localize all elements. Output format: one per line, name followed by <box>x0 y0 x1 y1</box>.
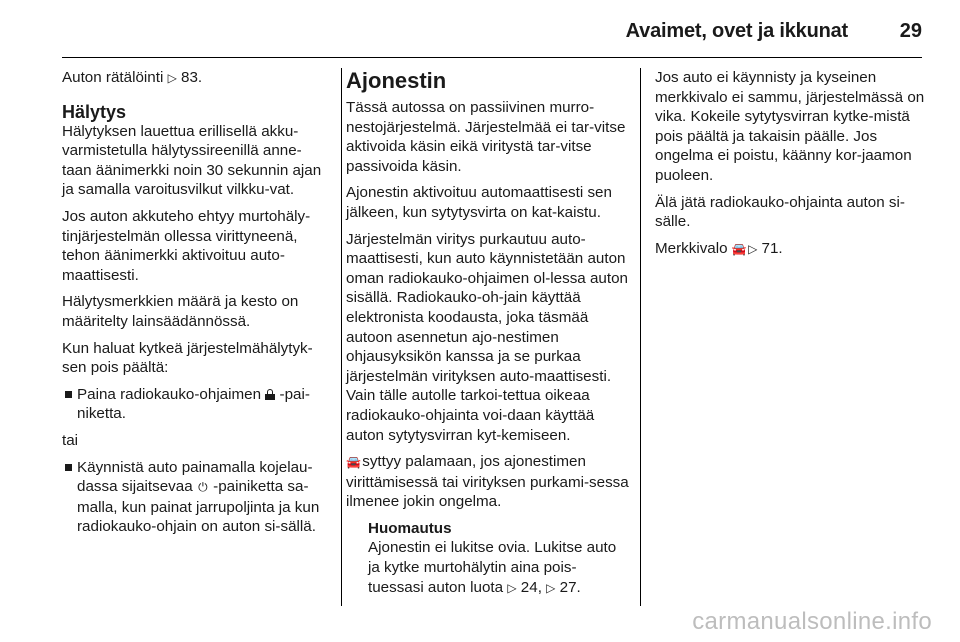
paragraph: Tässä autossa on passiivinen murro-nestojärjestelmä. Järjestelmää ei tar-vitse aktivoida käsin eikä viritystä tar-vitse passivoida käsin. <box>346 99 626 175</box>
column-divider-1 <box>341 68 342 606</box>
section-heading-immobiliser: Ajonestin <box>346 68 447 93</box>
intro-line <box>62 68 328 89</box>
bullet-text: -pai-niketta. <box>77 385 310 423</box>
arrow-ref-icon: ▷ <box>546 580 556 595</box>
paragraph: Järjestelmän viritys purkautuu auto-maattisesti, kun auto käynnistetään auton oman radiokauko-ohjaimen ol-lessa auton sisällä. Radiokauko-oh-jain käyttää elektronista koodausta, joka täsmää autoon asennetun ajo-nestimen ohjausyksikön kanssa ja se purkaa järjestelmän virityksen auto-maattisesti. Vain tälle autolle tarkoi-tettua oikeaa radiokauko-ohjainta voi-daan käyttää auton sytytysvirran kyt-kemiseen. <box>346 230 628 444</box>
column-1 <box>62 68 328 544</box>
page-number: 29 <box>899 20 922 42</box>
paragraph: Jos auto ei käynnisty ja kyseinen merkkivalo ei sammu, järjestelmässä on vika. Kokeile sytytysvirran kytke-mistä pois päältä ja takaisin päälle. Jos ongelma ei poistu, käänny kor-jaamon puoleen. <box>655 69 925 184</box>
immobiliser-indicator-icon: 🚘 <box>346 455 361 470</box>
paragraph <box>655 239 930 260</box>
bullet-text: Paina radiokauko-ohjaimen <box>77 385 262 403</box>
lock-icon <box>265 389 275 400</box>
header-divider <box>62 57 922 58</box>
note-ref-link[interactable]: 24, <box>520 578 542 596</box>
column-3 <box>655 68 930 266</box>
arrow-ref-icon: ▷ <box>507 580 517 595</box>
paragraph: Hälytyksen lauettua erillisellä akku-varmistetulla hälytyssireenillä anne-taan äänimerkki noin 30 sekunnin ajan ja samalla varoitusvilkut vilkku-vat. <box>62 122 322 199</box>
or-text: tai <box>62 431 79 449</box>
paragraph: Kun haluat kytkeä järjestelmähälytyk-sen pois päältä: <box>62 339 313 377</box>
bullet-square-icon <box>65 391 72 398</box>
page-header <box>0 0 960 60</box>
bullet-square-icon <box>65 464 72 471</box>
arrow-ref-icon: ▷ <box>748 241 758 256</box>
ref-link[interactable]: 71. <box>761 239 783 257</box>
note-body <box>368 538 629 598</box>
power-button-icon: ⏻ <box>198 480 208 495</box>
page-title: Avaimet, ovet ja ikkunat <box>625 20 848 42</box>
paragraph: Jos auton akkuteho ehtyy murtohäly-tinjärjestelmän ollessa virittyneenä, tehon äänimerkki aktivoituu auto-maattisesti. <box>62 207 311 284</box>
bullet-text: Käynnistä auto painamalla kojelau-dassa sijaitsevaa <box>77 458 313 496</box>
section-heading-alarm: Hälytys <box>62 101 127 122</box>
paragraph: Ajonestin aktivoituu automaattisesti sen jälkeen, kun sytytysvirta on kat-kaistu. <box>346 184 612 221</box>
column-2 <box>346 68 629 598</box>
note-text: Ajonestin ei lukitse ovia. Lukitse auto ja kytke murtohälytin aina pois-tuessasi auton luota <box>368 539 617 596</box>
bullet-text: -painiketta sa-malla, kun painat jarrupoljinta ja kun radiokauko-ohjain on auton si-sällä. <box>77 478 320 536</box>
column-divider-2 <box>640 68 641 606</box>
note-title: Huomautus <box>368 519 452 537</box>
paragraph: Hälytysmerkkien määrä ja kesto on määritelty lainsäädännössä. <box>62 293 299 330</box>
watermark: carmanualsonline.info <box>692 608 932 635</box>
note-box <box>346 519 629 598</box>
intro-ref-link[interactable]: 83. <box>181 69 203 86</box>
immobiliser-indicator-icon: 🚘 <box>731 241 747 256</box>
arrow-ref-icon: ▷ <box>167 71 177 85</box>
paragraph-text: syttyy palamaan, jos ajonestimen virittämisessä tai virityksen purkami-sessa ilmenee jokin ongelma. <box>346 453 629 511</box>
list-item <box>62 385 328 424</box>
paragraph-text: Merkkivalo <box>655 239 728 257</box>
paragraph: Älä jätä radiokauko-ohjainta auton si-sälle. <box>655 193 905 231</box>
intro-text: Auton rätälöinti <box>62 69 164 86</box>
list-item <box>62 458 328 537</box>
paragraph <box>346 452 629 512</box>
note-ref-link[interactable]: 27. <box>559 578 581 596</box>
